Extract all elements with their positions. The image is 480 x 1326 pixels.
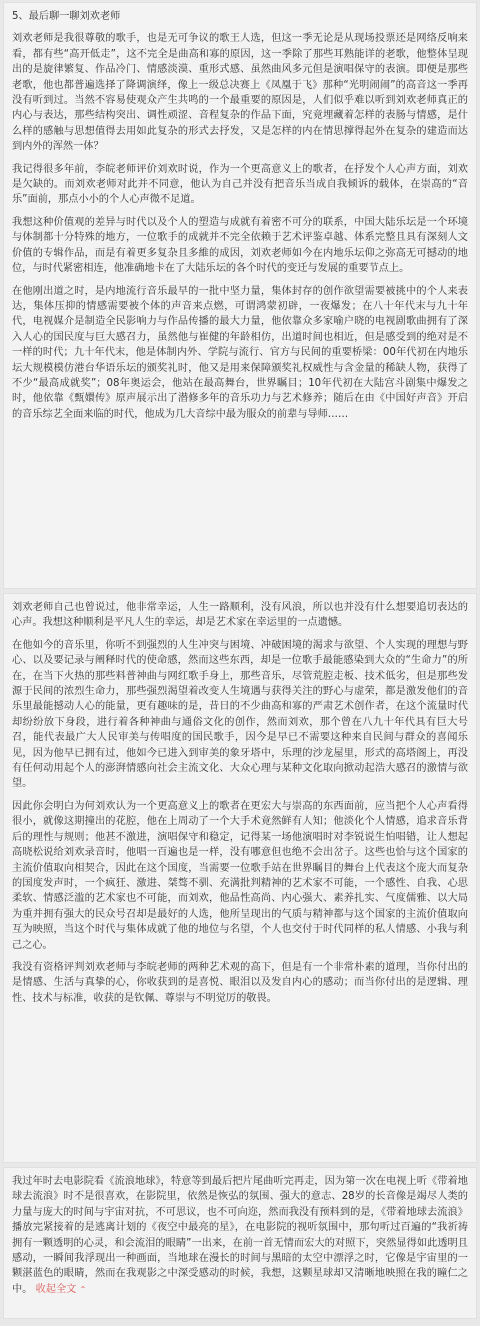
collapse-full-text-link[interactable] — [36, 1284, 87, 1295]
paragraph-text: 我过年时去电影院看《流浪地球》，特意等到最后把片尾曲听完再走，因为第一次在电视上听《带着地球去流浪》时不是很喜欢，在影院里，依然是恢弘的氛围、强大的意志、28岁的长音像是竭尽人类的力量与庞大的时间与宇宙对抗，不可思议，也不可向迩，然而我没有预料到的是，《带着地球去流浪》播放完紧接着的是逃离计划的《夜空中最亮的星》，在电影院的视听氛围中，那句听过百遍的“我祈祷拥有一颗透明的心灵，和会流泪的眼睛”一出来，在前一首无情而宏大的对照下，突然显得如此透明且感动，一瞬间我浮现出一种画面，当地球在漫长的时间与黑暗的太空中漂浮之时，它像是宇宙里的一颗湛蓝色的眼睛，然而在我观影之中深受感动的时候，我想，这颗星球却又清晰地映照在我的瞳仁之中。 — [12, 1176, 468, 1295]
article-section-wandering-earth — [3, 1167, 477, 1319]
paragraph: 我没有资格评判刘欢老师与李皖老师的两种艺术观的高下，但是有一个非常朴素的道理，当你付出的是情感、生活与真挚的心，你收获到的是喜悦、眼泪以及发自内心的感动；而当你付出的是逻辑、理性、技术与标准，收获的是钦佩、尊崇与不明觉厉的敬畏。 — [12, 961, 468, 1004]
paragraph: 在他刚出道之时，是内地流行音乐最早的一批中坚力量，集体封存的创作欲望需要被挑中的个人来表达，集体压抑的情感需要被个体的声音来点燃，可谓鸿蒙初辟，一夜爆发；在八十年代末与九十年代，电视媒介是制造全民影响力与作品传播的最大力量，他依靠众多家喻户晓的电视剧歌曲拥有了深入人心的国民度与巨大感召力，虽然他与崔健的年龄相仿，出道时间也相近，但是感受到的绝对是不一样的时代；九十年代末，他是体制内外、学院与流行、官方与民间的重要桥梁：00年代初在内地乐坛大规模模仿港台华语乐坛的颁奖礼时，他又是用来保障颁奖礼权威性与含金量的稀缺人物，获得了不少“最高成就奖”；08年奥运会，他站在最高舞台，世界瞩目；10年代初在大陆宫斗剧集中爆发之时，他依靠《甄嬛传》原声展示出了潜修多年的音乐功力与艺术修养；随后在由《中国好声音》开启的音乐综艺全面来临的时代，他成为几大音综中最为服众的前辈与导师…… — [12, 285, 468, 420]
paragraph: 我记得很多年前，李皖老师评价刘欢时说，作为一个更高意义上的歌者，在抒发个人心声方面，刘欢是欠缺的。而刘欢老师对此并不同意，他认为自己并没有把音乐当成自我倾诉的载体，在崇高的“音乐”面前，那点小小的个人心声微不足道。 — [12, 163, 468, 206]
paragraph-with-collapse — [12, 1174, 468, 1297]
paragraph: 刘欢老师自己也曾说过，他非常幸运，人生一路顺利，没有风浪，所以也并没有什么想要追切表达的心声。我想这种顺利是平凡人生的幸运，却是艺术家在幸运里的一点遗憾。 — [12, 602, 468, 629]
section-heading: 5、最后聊一聊刘欢老师 — [12, 11, 121, 22]
article-section-values — [3, 593, 477, 1163]
paragraph: 因此你会明白为何刘欢认为一个更高意义上的歌者在更宏大与崇高的东西面前，应当把个人心声看得很小，就像这期撞出的花腔，他在上周动了一个大手术竟然鲜有人知；他淡化个人情感，追求音乐背后的理性与规则；他甚不激进，演唱保守和稳定，记得某一场他演唱时对李锐说生怕唱错，让人想起高晓松说给刘欢录音时，他唱一百遍也是一样，没有哪意但也绝不会出岔子。这些也恰与这个国家的主流价值取向相契合，因此在这个国度，当需要一位歌手站在世界瞩目的舞台上代表这个庞大而复杂的国度发声时，一个疯狂、激进、桀骜不驯、充满批判精神的艺术家不可能，一个感性、自我、心思柔软、情感泛滥的艺术家也不可能，而刘欢，他品性高尚、内心强大、素养扎实、气度儒雅、以大局为重并拥有强大的民众号召却是最好的人选，他所呈现出的气质与精神都与这个国家的主流价值取向互为映照，当这个时代与集体成就了他的地位与名望，个人也交付于时代同样的私人情感、小我与利己之心。 — [12, 800, 468, 951]
paragraph: 我想这种价值观的差异与时代以及个人的塑造与成就有着密不可分的联系，中国大陆乐坛是一个环境与体制都十分特殊的地方，一位歌手的成就并不完全依赖于艺术评鉴卓越、体系完整且具有深刻人文价值的专辑作品，而是有着更多复杂且多維的成因，刘欢老师如今在内地乐坛仰之弥高无可撼动的地位，与时代紧密相连，他准确地卡在了大陆乐坛的各个时代的变迁与发展的重要节点上。 — [12, 216, 468, 275]
collapse-label: 收起全文 — [35, 1283, 77, 1295]
paragraph: 在他如今的音乐里，你听不到强烈的人生冲突与困境、冲破困境的渴求与欲望、个人实现的理想与野心、以及要记录与阐释时代的使命感，然而这些东西，却是一位歌手最能感染到大众的“生命力”的所在，在当下火热的那些料普神曲与网红歌手身上，那些音乐，尽管荒腔走板、技术低劣，但是那些发源于民间的浓烈生命力，那些强烈渴望着改变人生境遇与获得关注的野心与虚荣，都是激发他们的音乐里最能撼动人心的能量，更有趣味的是，昔日的不少曲高和寡的严肃艺术创作者，在这个流量时代却纷纷放下身段，进行着各种神曲与通俗文化的创作，然而刘欢，那个曾在八九十年代具有巨大号召，能代表最广大人民审美与传唱度的国民歌手，因今是早已不需要这种来自民间与群众的喜闻乐见，因为他早已拥有过，他如今已进入到审美的象牙塔中，乐理的沙龙屋里，形式的高塔阁上，再没有任何动用起个人的澎湃情感向社会主流文化、大众心理与某种文化取向掀动起浩大感召的激情与欲望。 — [12, 639, 468, 790]
paragraph: 刘欢老师是我很尊敬的歌手，也是无可争议的歌王人选，但这一季无论是从现场投票还是网络反响来看，都有些“高开低走”，这不完全是曲高和寡的原因，这一季除了那些耳熟能详的老歌，他整体呈现出的是旋律繁复、作品冷门、情感淡漠、重形式感、虽然曲风多元但是演唱保守的表演。即便是那些老歌，他也都普遍选择了降调演绎，像上一级总决赛上《凤凰于飞》那种“光明闹闹”的高音这一季再没有听到过。当然不容易使观众产生共鸣的一个最重要的原因是，人们似乎难以听到刘欢老师真正的内心与表达，那些结构突出、调性顽涩、音程复杂的作品下面，究竟埋藏着怎样的表肠与情感，是什么样的感触与思想值得去用如此复杂的形式去抒发，又是怎样的内在情思撑得起外在复杂的建造而达到内外的浑然一体？ — [12, 33, 468, 153]
article-section-liuhuan — [3, 2, 477, 589]
chevron-up-icon: ⌃ — [79, 1284, 87, 1294]
